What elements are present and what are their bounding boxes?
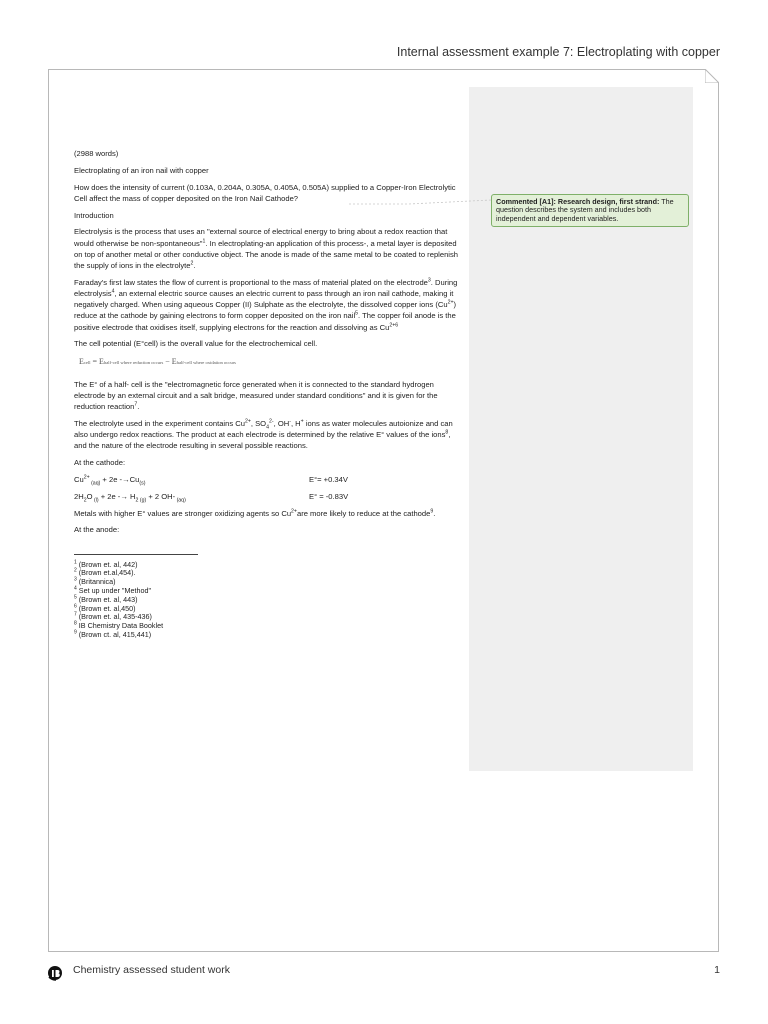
footnote-item: $^4$ Set up under "Method" xyxy=(74,585,152,595)
document-title: Electroplating of an iron nail with copper xyxy=(74,165,209,175)
header-title: Internal assessment example 7: Electroplating with copper xyxy=(396,45,720,59)
footnote-item: $^9$ (Brown ct. al, 415,441) xyxy=(74,629,152,639)
footnote-item: $^5$ (Brown et. al, 443) xyxy=(74,594,138,604)
cathode-equation-copper: $Cu^{2+}$ $_{(aq)}$ + 2e $-\to Cu_{(s)}$ E°= +0.34V xyxy=(74,474,348,487)
document-body xyxy=(74,148,464,640)
footer-subject: Chemistry assessed student work xyxy=(73,964,230,976)
footnote-item: $^3$ (Britannica) xyxy=(74,576,116,587)
comment-text: The question describes the system and includes both independent and dependent variables. xyxy=(496,197,674,223)
cathode-equation-water: $2H_2O$ $_{(l)} + 2e -\to H_{2 (g)} + 2$ OH- $_{(aq)}$ E° = -0.83V xyxy=(74,491,349,504)
page-fold-icon xyxy=(705,69,719,83)
paragraph-faraday: Faraday's first law states the flow of current is proportional to the mass of material plated on the electrode$^3$. During electrolysis$^4$, an external electric source causes an electric current to pass through an iron nail cathode, making it negatively charged. When using aqueous Copper (II) Sulphate as the electrolyte, the dissolved copper ions $(Cu^{2+})$ reduce at the cathode by gaining electrons to form copper deposited on the iron nail$^5$. The copper foil anode is the positive electrode that oxidises itself, supplying electrons for the reaction and dissolving as $Cu^{2+6}$ xyxy=(74,277,458,332)
cell-potential-formula: Ecell = Ehalf-cell where reduction occurs − Ehalf-cell where oxidation occurs xyxy=(79,356,236,366)
standard-potential: E° = -0.83V xyxy=(309,491,349,501)
footnote-item: $^8$ IB Chemistry Data Booklet xyxy=(74,620,164,631)
paragraph-cell-potential: The cell potential (E°cell) is the overall value for the electrochemical cell. xyxy=(74,339,318,349)
introduction-heading: Introduction xyxy=(74,210,114,220)
paragraph-oxidizing: Metals with higher E° values are stronger oxidizing agents so $Cu^{2+}are$ more likely to reduce at the cathode$^9$. xyxy=(74,508,436,518)
comment-balloon[interactable] xyxy=(491,194,689,227)
research-question[interactable]: How does the intensity of current (0.103A, 0.204A, 0.305A, 0.405A, 0.505A) supplied to a Copper-Iron Electrolytic Cell affect the mass of copper deposited on the Iron Nail Cathode? xyxy=(74,182,456,203)
comment-label: Commented [A1]: Research design, first strand: xyxy=(496,197,660,206)
footnote-item: $^7$ (Brown et. al, 435-436) xyxy=(74,612,152,622)
page-number: 1 xyxy=(714,964,720,976)
comment-panel xyxy=(469,87,693,771)
arrow-icon: → xyxy=(122,475,130,485)
document-page xyxy=(48,69,719,952)
footnote-ref: 1 xyxy=(202,238,206,245)
footnote-item: $^2$ (Brown et.al,454). xyxy=(74,568,136,578)
paragraph-half-cell: The E° of a half- cell is the "electromagnetic force generated when it is connected to the standard hydrogen electrode by an external circuit and a salt bridge, measured under standard conditions" and it is given for the reduction reaction$^7$. xyxy=(74,379,438,412)
arrow-icon: → xyxy=(120,491,128,501)
word-count: (2988 words) xyxy=(74,149,119,158)
footnote-ref: 2 xyxy=(190,260,194,267)
footnotes xyxy=(74,561,464,640)
footnote-ref: 8 xyxy=(445,429,449,436)
footnote-divider xyxy=(74,554,198,555)
cathode-heading: At the cathode: xyxy=(74,458,126,468)
footnote-ref: 9 xyxy=(430,508,434,515)
footnote-item: $^6$ (Brown et. al,450) xyxy=(74,603,136,613)
paragraph-electrolyte: The electrolyte used in the experiment contains $Cu^{2+}$, $SO_4^{2-}$, OH-, H+ ions as water molecules autoionize and can also undergo redox reactions. The product at each electrode is determined by the relative E° values of the ions$^8$, and the nature of the electrode resulting in several possible reactions. xyxy=(74,418,453,451)
footnote-ref: 3 xyxy=(427,277,431,284)
footnote-item: $^1$ (Brown et. al, 442) xyxy=(74,559,138,569)
standard-potential: E°= +0.34V xyxy=(309,475,348,485)
footnote-ref: 5 xyxy=(355,310,359,317)
footnote-ref: 7 xyxy=(134,401,138,408)
ib-logo-icon xyxy=(46,963,66,988)
footnote-ref: 4 xyxy=(111,288,115,295)
paragraph-electrolysis: Electrolysis is the process that uses an "external source of electrical energy to bring about a redox reaction that would otherwise be non-spontaneous"$^1$. In electroplating-an application of this process-, a metal layer is deposited on top of another metal or other conductive object. The anode is made of the same metal to be coated to replenish the supply of ions in the electrolyte$^2$. xyxy=(74,227,459,270)
anode-heading: At the anode: xyxy=(74,525,120,535)
